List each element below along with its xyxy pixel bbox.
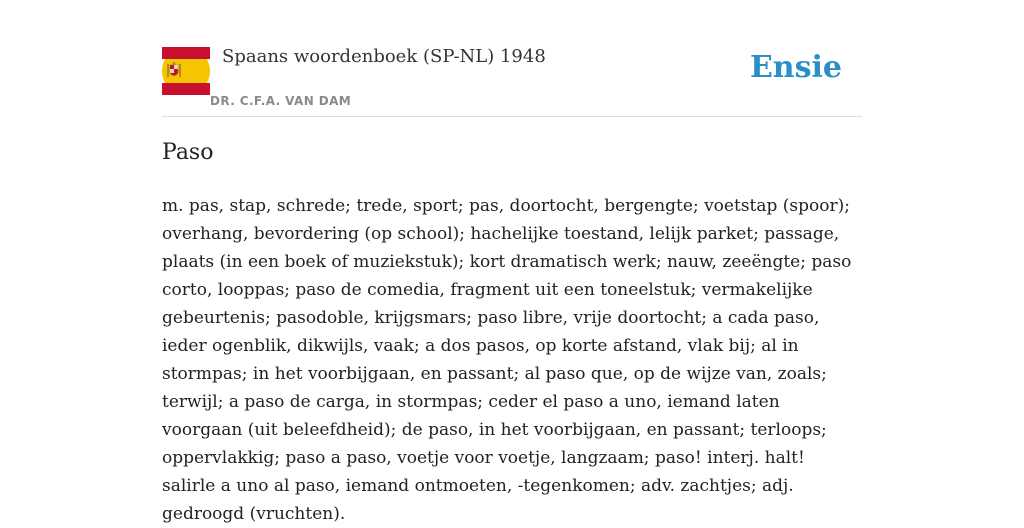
ensie-logo[interactable]: Ensie [749,50,842,85]
spain-flag-icon [162,47,210,95]
flag-red-stripe-top [162,47,210,59]
coat-of-arms-icon [167,62,181,80]
entry-headword: Paso [162,140,214,165]
author-name: DR. C.F.A. VAN DAM [210,94,352,108]
dictionary-header [162,44,862,117]
entry-definition: m. pas, stap, schrede; trede, sport; pas, doortocht, bergengte; voetstap (spoor); overhang, bevordering (op school); hachelijke toestand, lelijk parket; passage, plaats (in een boek of muziekstuk); kort dramatisch werk; nauw, zeeëngte; paso corto, looppas; paso de comedia, fragment uit een toneelstuk; vermakelijke gebeurtenis; pasodoble, krijgsmars; paso libre, vrije doortocht; a cada paso, ieder ogenblik, dikwijls, vaak; a dos pasos, op korte afstand, vlak bij; al in stormpas; in het voorbijgaan, en passant; al paso que, op de wijze van, zoals; terwijl; a paso de carga, in stormpas; ceder el paso a uno, iemand laten voorgaan (uit beleefdheid); de paso, in het voorbijgaan, en passant; terloops; oppervlakkig; paso a paso, voetje voor voetje, langzaam; paso! interj. halt! salirle a uno al paso, iemand ontmoeten, -tegenkomen; adv. zachtjes; adj. gedroogd (vruchten). [162,196,852,524]
dictionary-title[interactable]: Spaans woordenboek (SP-NL) 1948 [222,46,546,67]
flag-red-stripe-bottom [162,83,210,95]
